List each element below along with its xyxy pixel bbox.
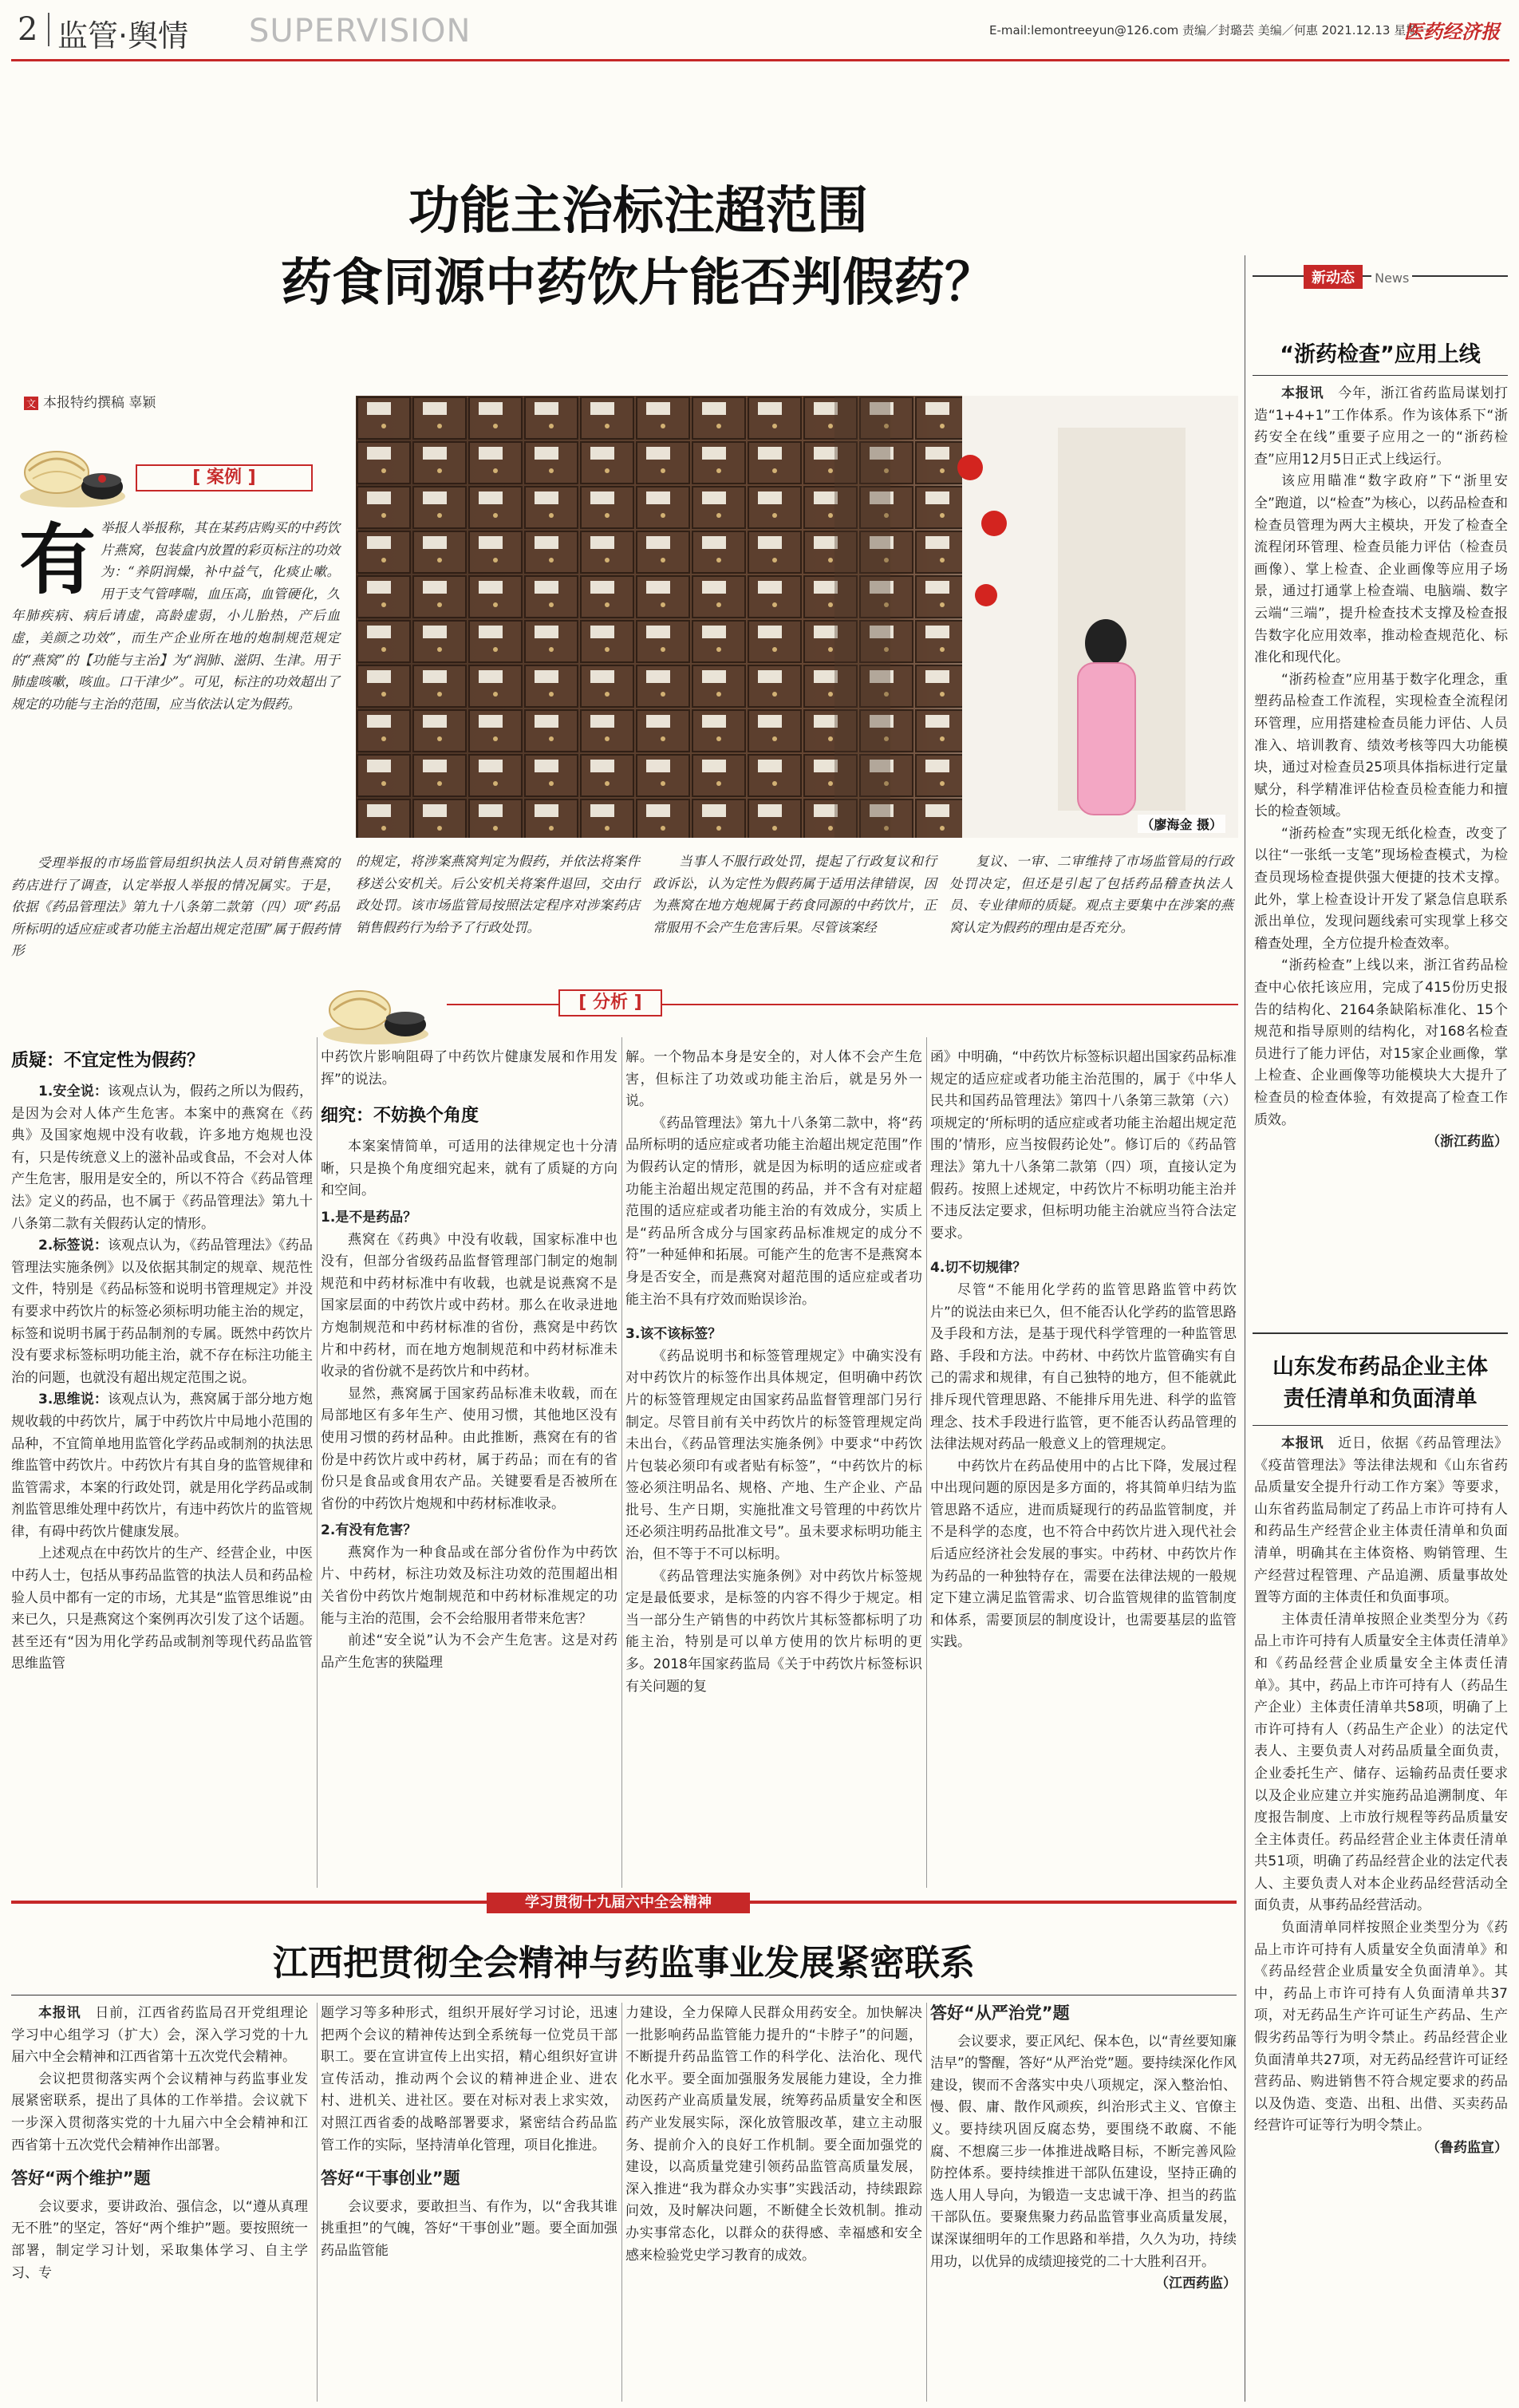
paper-name: 医药经济报 xyxy=(1404,20,1500,43)
analysis-col3: 解。一个物品本身是安全的，对人体不会产生危害，但标注了功效或功能主治后，就是另外一说。 《药品管理法》第九十八条第二款中，将“药品所标明的适应症或者功能主治超出规定范围”作为假药认定的情形，就是因为标明的适应症或者功能主治超出规定范围的药品，并不含有对症超范围的适应症或者功能主治的有效成分，实质上是“药品所含成分与国家药品标准规定的成分不符”一种延伸和拓展。可能产生的危害不是燕窝本身是否安全，而是燕窝对超范围的适应症或者功能主治不具有疗效而贻误诊治。 3.该不该标签？ 《药品说明书和标签管理规定》中确实没有对中药饮片的标签作出具体规定，但明确中药饮片的标签管理规定由国家药品监督管理部门另行制定。尽管目前有关中药饮片的标签管理规定尚未出台，《药品管理法实施条例》中要求“中药饮片包装必须印有或者贴有标签”，“中药饮片的标签必须注明品名、规格、产地、生产企业、产品批号、生产日期，实施批准文号管理的中药饮片还必须注明药品批准文号”。虽未要求标明功能主治，但不等于不可以标明。 《药品管理法实施条例》对中药饮片标签规定是最低要求，是标签的内容不得少于规定。相当一部分生产销售的中药饮片其标签都标明了功能主治，特别是可以单方使用的饮片标明的更多。2018年国家药监局《关于中药饮片标签标识有关问题的复 xyxy=(625,1049,922,1695)
story2-top-rule xyxy=(1253,1332,1508,1334)
col-rule-1 xyxy=(317,1037,318,1888)
jiangxi-title: 江西把贯彻全会精神与药监事业发展紧密联系 xyxy=(273,1943,975,1984)
jiangxi-col2: 题学习等多种形式，组织开展好学习讨论，迅速把两个会议的精神传达到全系统每一位党员干部职工。要在宣讲宣传上出实招，精心组织好宣讲宣传活动，推动两个会议的精神进企业、进农村、进机关、进社区。要在对标对表上求实效，对照江西省委的战略部署要求，紧密结合药品监管工作的实际，坚持清单化管理，项目化推进。 答好“干事创业”题 会议要求，要敢担当、有作为，以“舍我其谁挑重担”的气魄，答好“干事创业”题。要全面加强药品监管能 xyxy=(321,2005,617,2259)
analysis-col1 xyxy=(11,1047,313,1676)
pharmacy-photo xyxy=(356,396,1238,838)
story2-body: 本报讯 近日，依据《药品管理法》《疫苗管理法》等法律法规和《山东省药品质量安全提升行动工作方案》等要求，山东省药监局制定了药品上市许可持有人和药品生产经营企业主体责任清单和负面清单，明确其在主体资格、购销管理、生产经营过程管理、产品追溯、质量事故处置等方面的主体责任和负面事项。 主体责任清单按照企业类型分为《药品上市许可持有人质量安全主体责任清单》和《药品经营企业质量安全主体责任清单》。其中，药品上市许可持有人（药品生产企业）主体责任清单共58项，明确了上市许可持有人（药品生产企业）的法定代表人、主要负责人对药品质量全面负责，企业委托生产、储存、运输药品责任要求以及企业应建立并实施药品追溯制度、年度报告制度、上市放行规程等药品质量安全主体责任。药品经营企业主体责任清单共51项，明确了药品经营企业的法定代表人、主要负责人对本企业药品经营活动全面负责，从事药品经营活动。 负面清单同样按照企业类型分为《药品上市许可持有人质量安全负面清单》和《药品经营企业质量安全负面清单》。其中，药品上市许可持有人负面清单共37项，对无药品生产许可证生产药品、生产假劣药品等行为明令禁止。药品经营企业负面清单共27项，对无药品经营许可证经营药品、购进销售不符合规定要求的药品以及伪造、变造、出租、出借、买卖药品经营许可证等行为明令禁止。 （鲁药监宣） xyxy=(1254,1433,1508,2160)
header-info: E-mail:lemontreeyun@126.com 责编／封璐芸 美编／何惠 2021.12.13 星期一 xyxy=(989,23,1430,38)
jx-rule-3 xyxy=(926,2003,927,2402)
section-title-en: SUPERVISION xyxy=(249,13,471,49)
jx-rule-1 xyxy=(317,2003,318,2402)
page-header xyxy=(0,0,1519,56)
col2-heading xyxy=(321,1102,617,1127)
headline-line1: 功能主治标注超范围 xyxy=(408,182,868,241)
col-rule-3 xyxy=(926,1037,927,1888)
jiangxi-col2-sub: 答好“干事创业”题 xyxy=(321,2169,460,2189)
byline xyxy=(24,391,156,411)
section-title: 监管·舆情 xyxy=(57,18,189,53)
photo-credit: （廖海金 摄） xyxy=(1138,815,1225,833)
analysis-col2 xyxy=(321,1047,617,1674)
case-col3: 当事人不服行政处罚，提起了行政复议和行政诉讼，认为定性为假药属于适用法律错误，因为燕窝在地方炮规属于药食同源的中药饮片，正常服用不会产生危害后果。尽管该案经 xyxy=(653,854,937,935)
col2-heading-text: 细究：不妨换个角度 xyxy=(321,1106,479,1127)
birdnest-illustration-2 xyxy=(316,964,436,1052)
header-divider xyxy=(48,13,49,46)
col2-cont: 中药饮片影响阻碍了中药饮片健康发展和作用发挥”的说法。 xyxy=(321,1049,617,1088)
case-col4: 复议、一审、二审维持了市场监管局的行政处罚决定，但还是引起了包括药品稽查执法人员、专业律师的质疑。观点主要集中在涉案的燕窝认定为假药的理由是否充分。 xyxy=(949,854,1233,935)
jiangxi-col3: 力建设，全力保障人民群众用药安全。加快解决一批影响药品监管能力提升的“卡脖子”的问题，不断提升药品监管工作的科学化、法治化、现代化水平。要全面加强服务发展能力建设，全力推动医药产业高质量发展，统筹药品质量安全和医药产业发展实际，深化放管服改革，建立主动服务、提前介入的良好工作机制。要全面加强党的建设，以高质量党建引领药品监管高质量发展，深入推进“我为群众办实事”实践活动，持续跟踪问效，及时解决问题，不断健全长效机制。推动办实事常态化，以群众的获得感、幸福感和安全感来检验党史学习教育的成效。 xyxy=(625,2005,922,2264)
col1-body: 1.安全说：该观点认为，假药之所以为假药，是因为会对人体产生危害。本案中的燕窝在《药典》及国家炮规中没有收载，许多地方炮规也没有，只是传统意义上的滋补品或食品，不会对人体产生危害，服用是安全的，所以不符合《药品管理法》定义的药品，也不属于《药品管理法》第九十八条第二款有关假药认定的情形。 2.标签说：该观点认为，《药品管理法》《药品管理法实施条例》以及依据其制定的规章、规范性文件，特别是《药品标签和说明书管理规定》并没有要求中药饮片的标签必须标明功能主治的规定，标签和说明书属于药品制剂的专属。既然中药饮片没有要求标签标明功能主治，就不存在标注功能主治的问题，也就没有超出规定范围之说。 3.思维说：该观点认为，燕窝属于部分地方炮规收载的中药饮片，属于中药饮片中局地小范围的品种，不宜简单地用监管化学药品或制剂的执法思维监管中药饮片。中药饮片有其自身的监管规律和监管需求，本案的行政处罚，就是用化学药品或制剂监管思维处理中药饮片，有违中药饮片的监管规律，有碍中药饮片健康发展。 上述观点在中药饮片的生产、经营企业，中医中药人士，包括从事药品监管的执法人员和药品检验人员中都有一定的市场，尤其是“监管思维说”由来已久，只是燕窝这个案例再次引发了这个话题。甚至还有“因为用化学药品或制剂等现代药品监管思维监管 xyxy=(11,1084,313,1672)
analysis-label: [ 分析 ] xyxy=(558,989,662,1016)
story2-title xyxy=(1253,1352,1508,1415)
page-number: 2 xyxy=(18,11,38,48)
col1-heading xyxy=(11,1047,313,1072)
jiangxi-source: （江西药监） xyxy=(1155,2276,1237,2292)
dropcap: 有 xyxy=(19,515,96,605)
case-col2: 的规定，将涉案燕窝判定为假药，并依法将案件移送公安机关。后公安机关将案件退回，交由行政处罚。该市场监管局按照法定程序对涉案药店销售假药行为给予了行政处罚。 xyxy=(356,854,640,935)
byline-text: 本报特约撰稿 辜颖 xyxy=(43,395,156,411)
birdnest-illustration-1 xyxy=(13,423,132,519)
analysis-col4: 函》中明确，“中药饮片标签标识超出国家药品标准规定的适应症或者功能主治范围的，属于《中华人民共和国药品管理法》第四十八条第三款第（六）项规定的‘所标明的适应症或者功能主治超出规定范围的’情形，应当按假药论处”。修订后的《药品管理法》第九十八条第二款第（四）项，直接认定为假药。按照上述规定，中药饮片不标明功能主治并不违反法定要求，但标明功能主治就应当符合法定要求。 4.切不切规律？ 尽管“不能用化学药的监管思路监管中药饮片”的说法由来已久，但不能否认化学药的监管思路及手段和方法，是基于现代科学管理的一种监管思路、手段和方法。中药材、中药饮片监管确实有自己的需求和规律，有自己独特的地方，但不能就此排斥现代管理思路、不能排斥用先进、科学的监管理念、技术手段进行监管，更不能否认药品管理的法律法规对药品一般意义上的管理规定。 中药饮片在药品使用中的占比下降，发展过程中出现问题的原因是多方面的，将其简单归结为监管思路不适应，进而质疑现行的药品监管制度，并不是科学的态度，也不符合中药饮片进入现代社会后适应经济社会发展的事实。中药材、中药饮片作为药品的一种独特存在，需要在法律法规的一般规定下建立满足监管需求、切合监管规律的监管制度和体系，需要顶层的制度设计，也需要基层的监管实践。 xyxy=(930,1049,1237,1651)
story1-title-rule xyxy=(1253,375,1508,376)
case-col1-p2: 受理举报的市场监管局组织执法人员对销售燕窝的药店进行了调查，认定举报人举报的情况属实。于是，依据《药品管理法》第九十八条第二款第（四）项“药品所标明的适应症或者功能主治超出规定范围”属于假药情形 xyxy=(11,855,340,959)
headline-line2: 药食同源中药饮片能否判假药？ xyxy=(281,254,996,313)
story1-title: “浙药检查”应用上线 xyxy=(1280,342,1481,367)
news-label xyxy=(1304,265,1412,289)
jiangxi-col1: 本报讯 日前，江西省药监局召开党组理论学习中心组学习（扩大）会，深入学习党的十九届六中全会精神和江西省第十五次党代会精神。 会议把贯彻落实两个会议精神与药监事业发展紧密联系，提出了具体的工作举措。会议就下一步深入贯彻落实党的十九届六中全会精神和江西省第十五次党代会精神作出部署。 答好“两个维护”题 会议要求，要讲政治、强信念，以“遵从真理无不胜”的坚定，答好“两个维护”题。要按照统一部署，制定学习计划，采取集体学习、自主学习、专 xyxy=(11,2005,309,2281)
story2-title-line2: 责任清单和负面清单 xyxy=(1283,1387,1478,1411)
col-rule-2 xyxy=(621,1037,622,1888)
main-headline xyxy=(0,176,1245,319)
news-label-cn: 新动态 xyxy=(1304,265,1363,289)
col1-heading-text: 质疑：不宜定性为假药？ xyxy=(11,1051,205,1071)
jiangxi-col1-sub: 答好“两个维护”题 xyxy=(11,2169,151,2189)
jiangxi-col4: 答好“从严治党”题 会议要求，要正风纪、保本色，以“青丝要知廉洁早”的警醒，答好“从严治党”题。要持续深化作风建设，锲而不舍落实中央八项规定，深入整治怕、慢、假、庸、散作风顽疾，纠治形式主义、官僚主义。要持续巩固反腐态势，要围绕不敢腐、不能腐、不想腐三步一体推进战略目标，不断完善风险防控体系。要持续推进干部队伍建设，坚持正确的选人用人导向，为锻造一支忠诚干净、担当的药监干部队伍。要聚焦聚力药品监管事业高质量发展，谋深谋细明年的工作思路和举措，久久为功，持续用功，以优异的成绩迎接党的二十大胜利召开。 （江西药监） xyxy=(930,2003,1237,2295)
byline-mark: 文 xyxy=(24,397,38,410)
story1-body: 本报讯 今年，浙江省药监局谋划打造“1+4+1”工作体系。作为该体系下“浙药安全在线”重要子应用之一的“浙药检查”应用12月5日正式上线运行。 该应用瞄准“数字政府”下“浙里安全”跑道，以“检查”为核心，以药品检查和检查员管理为两大主模块，开发了检查全流程闭环管理、检查员能力评估（检查员画像）、掌上检查、企业画像等应用子场景，通过打通掌上检查端、电脑端、数字云端“三端”，提升检查技术支撑及检查报告数字化应用效率，推动检查规范化、标准化和现代化。 “浙药检查”应用基于数字化理念，重塑药品检查工作流程，实现检查全流程闭环管理，应用搭建检查员能力评估、人员准入、培训教育、绩效考核等四大功能模块，通过对检查员25项具体指标进行定量赋分，科学精准评估检查员检查能力和擅长的检查领域。 “浙药检查”实现无纸化检查，改变了以往“一张纸一支笔”现场检查模式，为检查员现场检查提供强大便捷的技术支撑。此外，掌上检查设计开发了紧急信息联系派出单位，发现问题线索可实现掌上移交稽查处理，全方位提升检查效率。 “浙药检查”上线以来，浙江省药品检查中心依托该应用，完成了415份历史报告的结构化、2164条缺陷标准化、15个规范和指导原则的结构化，对168名检查员进行了能力评估，对15家企业画像，掌上检查、企业画像等功能模块大大提升了检查员的检查体验，有效提高了检查工作质效。 （浙江药监） xyxy=(1254,383,1508,1154)
news-label-en: News xyxy=(1371,270,1412,286)
story1-source: （浙江药监） xyxy=(1426,1134,1508,1151)
story2-source: （鲁药监宣） xyxy=(1426,2140,1508,2156)
jiangxi-col4-sub: 答好“从严治党”题 xyxy=(930,2003,1070,2023)
story2-title-rule xyxy=(1253,1425,1508,1426)
col2-body: 本案案情简单，可适用的法律规定也十分清晰，只是换个角度细究起来，就有了质疑的方向和空间。 1.是不是药品？ 燕窝在《药典》中没有收载，国家标准中也没有，但部分省级药品监督管理部门制定的炮制规范和中药材标准中有收载，也就是说燕窝不是国家层面的中药饮片或中药材。那么在收录进地方炮制规范和中药材标准的省份，燕窝是中药饮片和中药材，而在地方炮制规范和中药材标准未收录的省份就不是药饮片和中药材。 显然，燕窝属于国家药品标准未收载，而在局部地区有多年生产、使用习惯，其他地区没有使用习惯的药材品种。由此推断，燕窝在有的省份是中药饮片或中药材，属于药品；而在有的省份只是食品或食用农产品。关键要看是否被所在省份的中药饮片炮规和中药材标准收录。 2.有没有危害？ 燕窝作为一种食品或在部分省份作为中药饮片、中药材，标注功效及标注功效的范围超出相关省份中药饮片炮制规范和中药材标准规定的功能与主治的范围，会不会给服用者带来危害？ 前述“安全说”认为不会产生危害。这是对药品产生危害的狭隘理 xyxy=(321,1139,617,1671)
case-col1-lead: 举报人举报称，其在某药店购买的中药饮片燕窝，包装盒内放置的彩页标注的功效为：“养阴润燥，补中益气，化痰止嗽。用于支气管哮喘，血压高，血管硬化，久年肺疾病、病后请虚，高龄虚弱，小儿胎热，产后血虚，美颜之功效”，而生产企业所在地的炮制规范规定的“燕窝”的【功能与主治】为“润肺、滋阴、生津。用于肺虚咳嗽，咳血。口干津少”。可见，标注的功效超出了规定的功能与主治的范围，应当依法认定为假药。 xyxy=(11,520,340,712)
story2-title-line1: 山东发布药品企业主体 xyxy=(1272,1355,1488,1380)
header-rule xyxy=(11,59,1509,61)
case-label: [ 案例 ] xyxy=(136,464,313,491)
jiangxi-banner xyxy=(487,1893,750,1913)
jiangxi-banner-text: 学习贯彻十九届六中全会精神 xyxy=(525,1894,712,1911)
jx-rule-2 xyxy=(621,2003,622,2402)
